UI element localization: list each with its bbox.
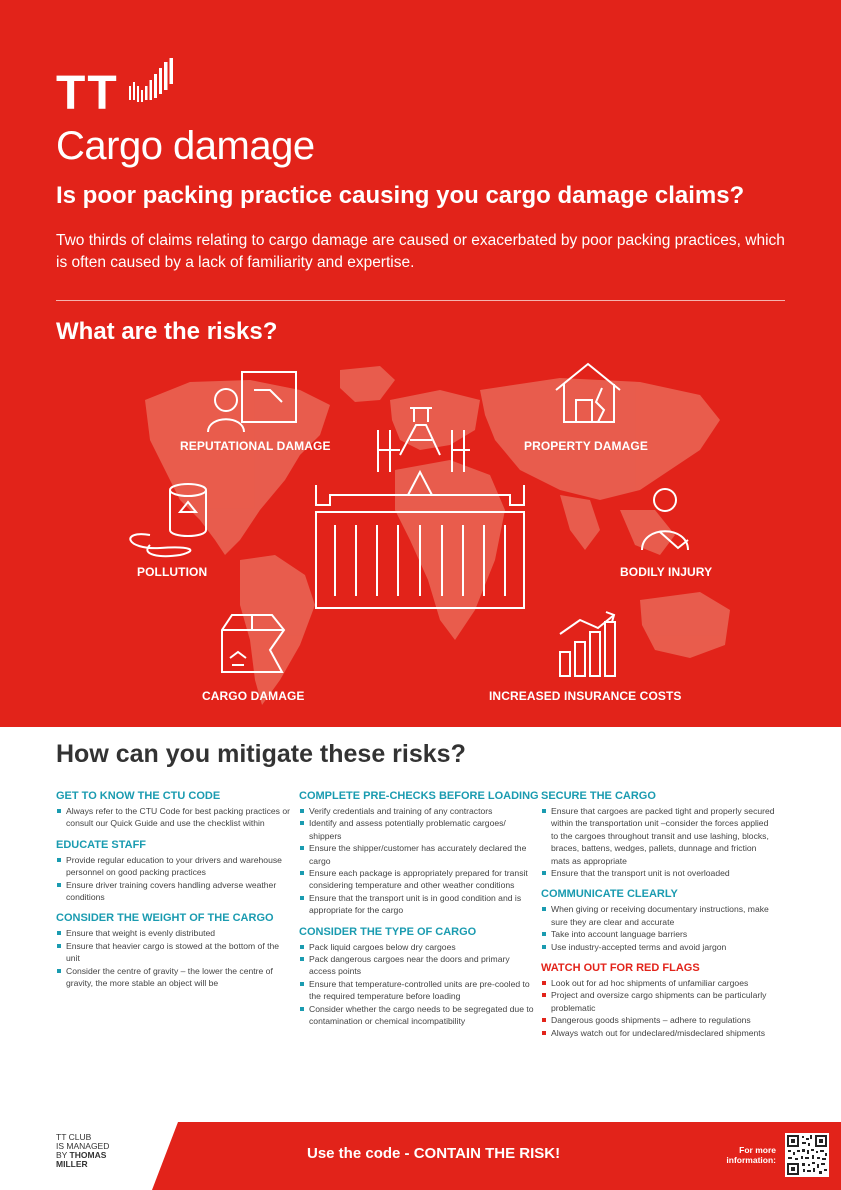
mitigate-heading: How can you mitigate these risks? [56, 740, 466, 768]
section-cargo-type [299, 926, 535, 1028]
risks-heading: What are the risks? [56, 318, 278, 345]
brand-bold: MILLER [56, 1159, 88, 1169]
list-item: Identify and assess potentially problematic cargoes/ shippers [299, 817, 535, 842]
list-item: Ensure driver training covers handling adverse weather conditions [56, 879, 292, 904]
list-item: Dangerous goods shipments – adhere to regulations [541, 1014, 777, 1026]
list-item: Ensure the shipper/customer has accurately declared the cargo [299, 842, 535, 867]
list-item: Use industry-accepted terms and avoid jargon [541, 941, 777, 953]
section-red-flags [541, 962, 777, 1039]
risk-bodily-injury: BODILY INJURY [620, 565, 713, 579]
list-item: Ensure that cargoes are packed tight and properly secured within the transportation unit –consider the forces applied to the cargoes throughout transit and use lashing, blocks, braces, battens, wedges, pallets, dunnage and friction mats as appropriate [541, 805, 777, 867]
risk-pollution: POLLUTION [137, 565, 208, 579]
section-heading: WATCH OUT FOR RED FLAGS [541, 962, 700, 975]
section-heading: GET TO KNOW THE CTU CODE [56, 790, 221, 802]
list-item: Consider the centre of gravity – the lower the centre of gravity, the more stable an object will be [56, 965, 292, 990]
risk-reputational-damage: REPUTATIONAL DAMAGE [180, 439, 331, 453]
section-heading: CONSIDER THE TYPE OF CARGO [299, 925, 477, 938]
section-heading: EDUCATE STAFF [56, 838, 147, 851]
list-item: Ensure that the transport unit is not overloaded [541, 867, 777, 879]
page-subtitle: Is poor packing practice causing you cargo damage claims? [56, 182, 745, 209]
qr-code-icon[interactable] [785, 1133, 829, 1177]
section-heading: CONSIDER THE WEIGHT OF THE CARGO [56, 912, 274, 925]
list-item: Always refer to the CTU Code for best packing practices or consult our Quick Guide and use the checklist within [56, 805, 292, 830]
brand-bold: THOMAS [69, 1150, 107, 1160]
logo-text: TT [56, 67, 119, 120]
tt-club-logo [56, 56, 187, 120]
list-item: Ensure that the transport unit is in good condition and is appropriate for the cargo [299, 892, 535, 917]
section-pre-checks [299, 790, 539, 917]
list-item: Provide regular education to your drivers and warehouse personnel on good packing practices [56, 854, 292, 879]
list-item: Ensure each package is appropriately prepared for transit considering temperature and other weather conditions [299, 867, 535, 892]
intro-paragraph: Two thirds of claims relating to cargo damage are caused or exacerbated by poor packing practices, which is often caused by a lack of familiarity and expertise. [56, 232, 785, 271]
cta-text: Use the code - CONTAIN THE RISK! [307, 1145, 561, 1162]
rising-chart-icon [560, 612, 615, 676]
risk-cargo-damage: CARGO DAMAGE [202, 689, 305, 703]
mitigation-column-3 [541, 790, 777, 1048]
world-map-icon [145, 366, 730, 705]
risk-property-damage: PROPERTY DAMAGE [524, 439, 648, 453]
list-item: Always watch out for undeclared/misdeclared shipments [541, 1027, 777, 1039]
divider [56, 300, 785, 301]
more-info-label: For more information: [726, 1145, 776, 1165]
list-item: Look out for ad hoc shipments of unfamiliar cargoes [541, 977, 777, 989]
list-item: When giving or receiving documentary instructions, make sure they are clear and accurate [541, 903, 777, 928]
brand-line [56, 1160, 109, 1169]
list-item: Ensure that temperature-controlled units are pre-cooled to the required temperature before loading [299, 978, 535, 1003]
section-heading: SECURE THE CARGO [541, 790, 656, 802]
list-item: Project and oversize cargo shipments can be particularly problematic [541, 989, 777, 1014]
brand-prefix: BY [56, 1150, 70, 1160]
brand-line: TT CLUB [56, 1132, 92, 1142]
list-item: Ensure that heavier cargo is stowed at the bottom of the unit [56, 940, 292, 965]
list-item: Ensure that weight is evenly distributed [56, 927, 292, 939]
section-secure-cargo [541, 790, 777, 879]
mitigation-column-1 [56, 790, 292, 998]
thomas-miller-brand [56, 1133, 109, 1169]
section-educate-staff [56, 839, 292, 904]
page-title: Cargo damage [56, 124, 315, 168]
section-ctu-code [56, 790, 292, 830]
section-cargo-weight [56, 912, 292, 989]
section-heading: COMPLETE PRE-CHECKS BEFORE LOADING [299, 790, 539, 802]
section-heading: COMMUNICATE CLEARLY [541, 888, 678, 901]
brand-line: IS MANAGED [56, 1141, 110, 1151]
logo-mark-icon [127, 56, 187, 116]
list-item: Pack liquid cargoes below dry cargoes [299, 941, 535, 953]
list-item: Take into account language barriers [541, 928, 777, 940]
list-item: Pack dangerous cargoes near the doors and primary access points [299, 953, 535, 978]
mitigation-column-2 [299, 790, 539, 1037]
section-communicate [541, 888, 777, 953]
list-item: Verify credentials and training of any contractors [299, 805, 535, 817]
spill-barrel-icon [130, 484, 206, 556]
world-map-graphic [0, 360, 841, 727]
risk-insurance-costs: INCREASED INSURANCE COSTS [489, 689, 682, 703]
list-item: Consider whether the cargo needs to be segregated due to contamination or chemical incompatibility [299, 1003, 535, 1028]
